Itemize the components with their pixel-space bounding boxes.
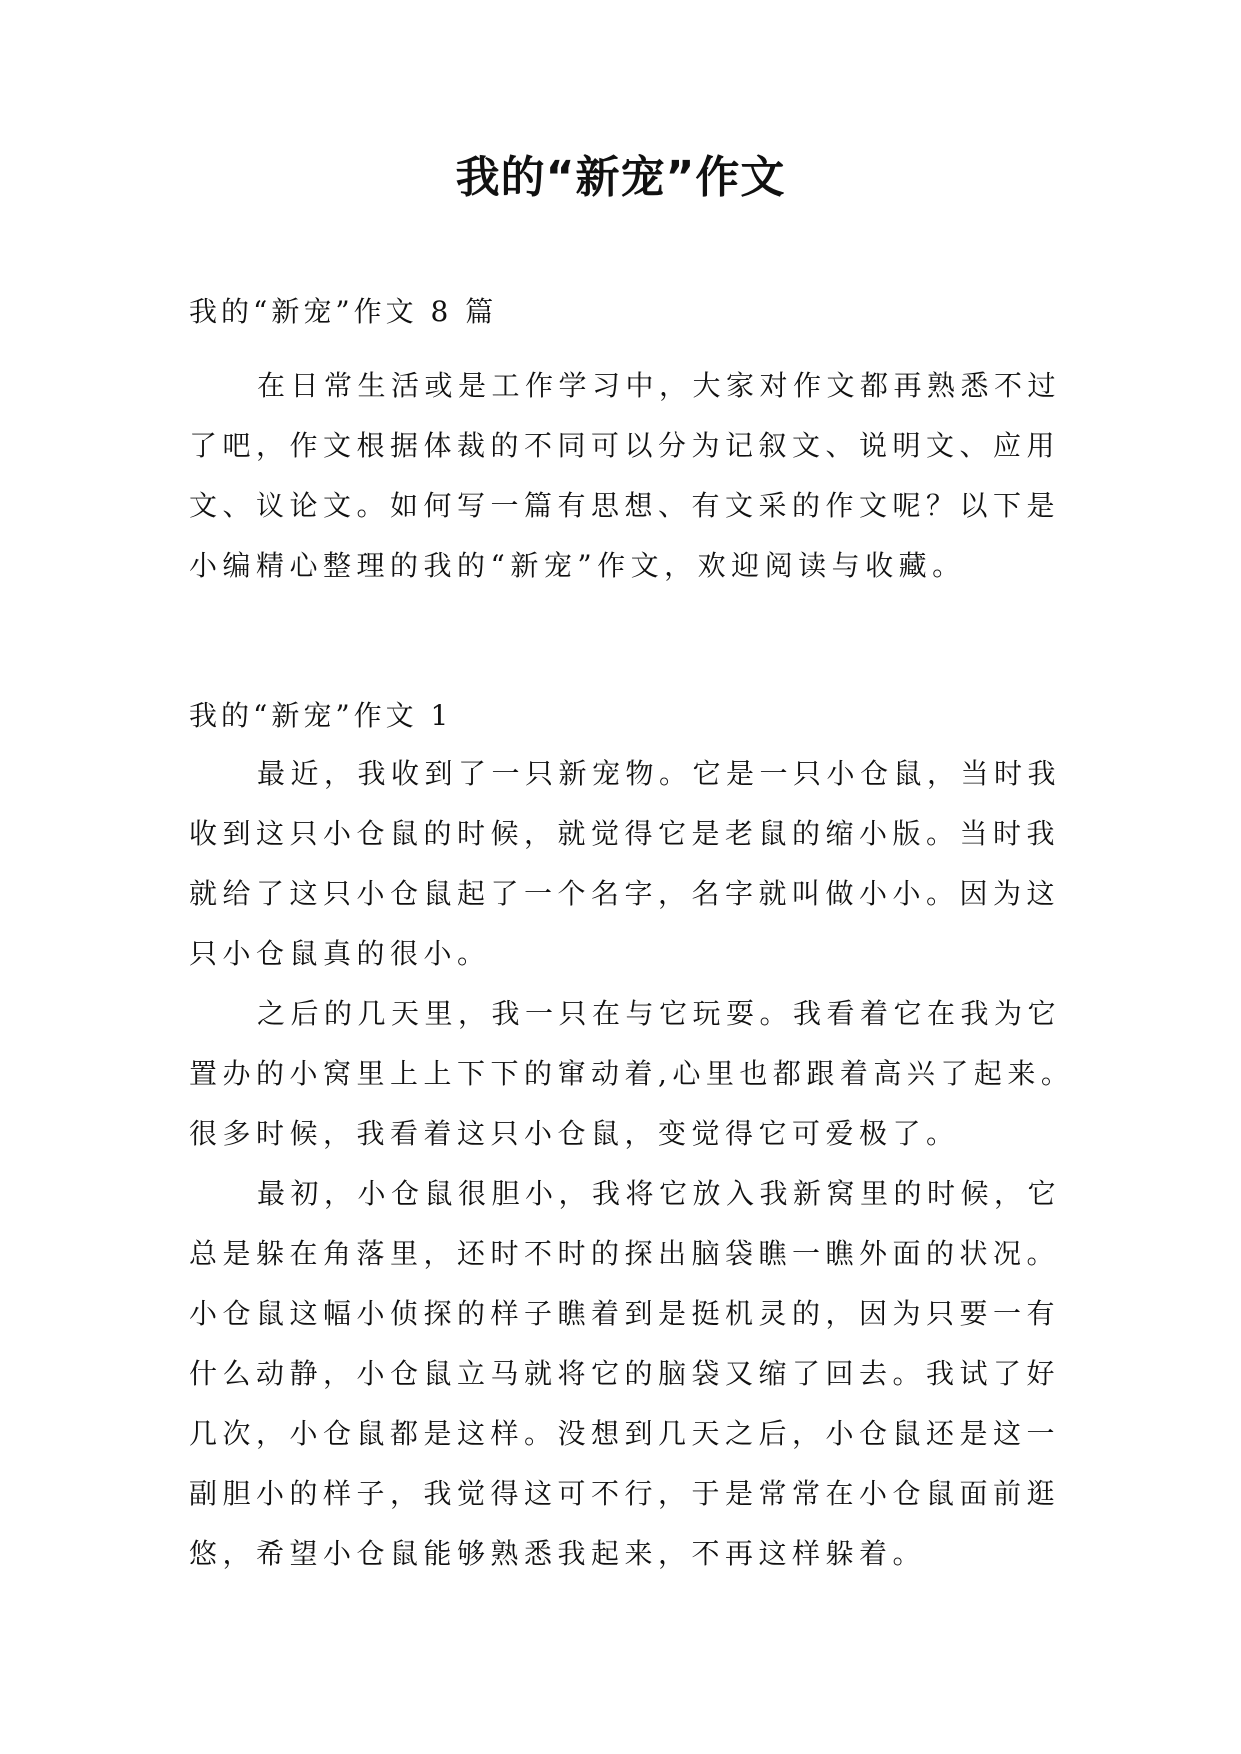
- intro-line: 小编精心整理的我的“新宠”作文，欢迎阅读与收藏。: [189, 549, 966, 582]
- essay-line: 悠，希望小仓鼠能够熟悉我起来，不再这样躲着。: [189, 1537, 927, 1570]
- essay-line: 最初，小仓鼠很胆小，我将它放入我新窝里的时候，它: [257, 1177, 1062, 1210]
- essay-line: 小仓鼠这幅小侦探的样子瞧着到是挺机灵的，因为只要一有: [189, 1297, 1061, 1330]
- essay-line: 只小仓鼠真的很小。: [189, 937, 491, 970]
- essay-line: 之后的几天里，我一只在与它玩耍。我看着它在我为它: [257, 997, 1062, 1030]
- essay-line: 什么动静，小仓鼠立马就将它的脑袋又缩了回去。我试了好: [189, 1357, 1061, 1390]
- document-subtitle: 我的“新宠”作文 8 篇: [189, 295, 498, 328]
- intro-line: 文、议论文。如何写一篇有思想、有文采的作文呢？以下是: [189, 489, 1061, 522]
- essay-line: 就给了这只小仓鼠起了一个名字，名字就叫做小小。因为这: [189, 877, 1061, 910]
- essay-line: 最近，我收到了一只新宠物。它是一只小仓鼠，当时我: [257, 757, 1062, 790]
- essay-line: 总是躲在角落里，还时不时的探出脑袋瞧一瞧外面的状况。: [189, 1237, 1061, 1270]
- essay-heading: 我的“新宠”作文 1: [189, 699, 453, 732]
- essay-line: 副胆小的样子，我觉得这可不行，于是常常在小仓鼠面前逛: [189, 1477, 1061, 1510]
- intro-paragraph: [189, 356, 1062, 596]
- essay-line: 几次，小仓鼠都是这样。没想到几天之后，小仓鼠还是这一: [189, 1417, 1061, 1450]
- document-title: 我的“新宠”作文: [455, 152, 786, 203]
- essay-line: 置办的小窝里上上下下的窜动着,心里也都跟着高兴了起来。: [189, 1057, 1075, 1090]
- essay-line: 收到这只小仓鼠的时候，就觉得它是老鼠的缩小版。当时我: [189, 817, 1061, 850]
- essay-body: [189, 744, 1075, 1584]
- essay-line: 很多时候，我看着这只小仓鼠，变觉得它可爱极了。: [189, 1117, 960, 1150]
- intro-line: 了吧，作文根据体裁的不同可以分为记叙文、说明文、应用: [189, 429, 1061, 462]
- intro-line: 在日常生活或是工作学习中，大家对作文都再熟悉不过: [257, 369, 1062, 402]
